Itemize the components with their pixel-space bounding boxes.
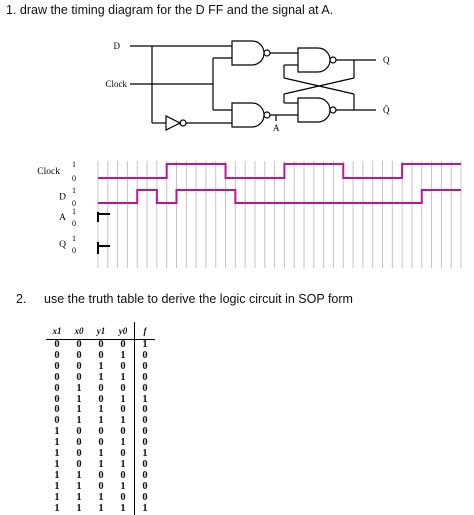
header-y1: y1 xyxy=(96,325,106,336)
question-2-number: 2. xyxy=(16,292,27,306)
truth-table xyxy=(46,322,155,515)
table-cell: 0 xyxy=(98,349,104,361)
table-row xyxy=(46,384,155,395)
table-cell: 0 xyxy=(76,360,82,372)
table-cell: 0 xyxy=(135,373,156,384)
table-cell: 0 xyxy=(135,427,156,438)
table-cell: 1 xyxy=(120,349,126,361)
level-low-label: 0 xyxy=(72,219,76,228)
table-cell: 1 xyxy=(98,448,104,460)
table-cell: 0 xyxy=(54,404,60,416)
label-clock: Clock xyxy=(105,79,127,89)
table-cell: 1 xyxy=(76,393,82,405)
table-cell: 1 xyxy=(120,458,126,470)
table-cell: 0 xyxy=(135,460,156,471)
table-cell: 1 xyxy=(54,469,60,481)
clock-waveform xyxy=(98,164,461,178)
level-high-label: 1 xyxy=(72,160,76,169)
level-high-label: 1 xyxy=(72,207,76,216)
table-cell: 1 xyxy=(54,491,60,503)
table-cell: 0 xyxy=(135,384,156,395)
table-cell: 0 xyxy=(76,426,82,438)
label-q: Q xyxy=(383,55,390,65)
table-cell: 1 xyxy=(98,491,104,503)
table-cell: 1 xyxy=(76,480,82,492)
table-cell: 1 xyxy=(120,480,126,492)
table-cell: 1 xyxy=(135,340,156,351)
table-cell: 0 xyxy=(54,349,60,361)
table-cell: 1 xyxy=(120,415,126,427)
table-cell: 0 xyxy=(54,339,60,350)
table-cell: 1 xyxy=(54,480,60,492)
level-low-label: 0 xyxy=(72,199,76,208)
table-cell: 0 xyxy=(76,437,82,449)
d-waveform xyxy=(98,190,461,203)
header-x0: x0 xyxy=(74,325,84,336)
table-cell: 0 xyxy=(98,382,104,394)
header-y0: y0 xyxy=(118,325,128,336)
table-cell: 1 xyxy=(98,415,104,427)
table-cell: 0 xyxy=(76,458,82,470)
table-cell: 1 xyxy=(120,393,126,405)
table-cell: 1 xyxy=(98,502,104,514)
table-cell: 0 xyxy=(76,448,82,460)
header-x1: x1 xyxy=(52,325,62,336)
level-low-label: 0 xyxy=(72,174,76,183)
table-cell: 1 xyxy=(120,437,126,449)
table-cell: 1 xyxy=(54,426,60,438)
table-cell: 1 xyxy=(135,504,156,515)
table-cell: 0 xyxy=(135,351,156,362)
table-cell: 1 xyxy=(76,404,82,416)
table-cell: 1 xyxy=(98,371,104,383)
table-cell: 0 xyxy=(54,382,60,394)
timing-signal-name: Clock xyxy=(37,167,60,177)
table-cell: 1 xyxy=(76,415,82,427)
table-cell: 0 xyxy=(120,426,126,438)
table-cell: 0 xyxy=(54,360,60,372)
table-cell: 1 xyxy=(98,360,104,372)
table-cell: 1 xyxy=(98,404,104,416)
table-cell: 0 xyxy=(135,416,156,427)
table-cell: 1 xyxy=(120,502,126,514)
table-cell: 1 xyxy=(76,382,82,394)
table-cell: 0 xyxy=(98,393,104,405)
table-cell: 0 xyxy=(135,362,156,373)
table-cell: 0 xyxy=(98,339,104,350)
table-cell: 0 xyxy=(54,415,60,427)
question-2-text: use the truth table to derive the logic circuit in SOP form xyxy=(44,292,353,306)
truth-table-header xyxy=(46,322,155,340)
question-1-text: 1. draw the timing diagram for the D FF and the signal at A. xyxy=(6,3,334,17)
table-cell: 0 xyxy=(76,371,82,383)
timing-signal-name: Q xyxy=(59,240,66,250)
table-cell: 1 xyxy=(76,502,82,514)
header-f: f xyxy=(135,322,156,340)
table-cell: 1 xyxy=(76,491,82,503)
table-cell: 0 xyxy=(135,471,156,482)
table-cell: 0 xyxy=(98,480,104,492)
level-high-label: 1 xyxy=(72,186,76,195)
table-cell: 0 xyxy=(120,382,126,394)
table-cell: 0 xyxy=(54,371,60,383)
table-cell: 0 xyxy=(98,426,104,438)
table-cell: 0 xyxy=(135,493,156,504)
table-cell: 1 xyxy=(135,395,156,406)
table-cell: 0 xyxy=(54,393,60,405)
table-cell: 1 xyxy=(54,502,60,514)
table-cell: 0 xyxy=(76,349,82,361)
table-cell: 0 xyxy=(135,482,156,493)
table-cell: 1 xyxy=(54,458,60,470)
level-low-label: 0 xyxy=(72,246,76,255)
table-cell: 1 xyxy=(120,371,126,383)
table-cell: 0 xyxy=(135,438,156,449)
table-cell: 0 xyxy=(76,339,82,350)
table-cell: 1 xyxy=(76,469,82,481)
label-qbar: Q̄ xyxy=(383,105,390,115)
table-cell: 1 xyxy=(98,458,104,470)
table-cell: 0 xyxy=(98,469,104,481)
table-cell: 0 xyxy=(98,437,104,449)
timing-signal-name: D xyxy=(59,192,66,203)
label-d: D xyxy=(113,41,120,51)
table-cell: 1 xyxy=(54,437,60,449)
timing-signal-name: A xyxy=(59,213,66,223)
table-row xyxy=(46,493,155,504)
table-cell: 0 xyxy=(120,404,126,416)
table-cell: 0 xyxy=(135,405,156,416)
table-cell: 1 xyxy=(135,449,156,460)
table-row xyxy=(46,504,155,515)
table-cell: 0 xyxy=(120,469,126,481)
table-row xyxy=(46,373,155,384)
table-cell: 1 xyxy=(54,448,60,460)
table-cell: 0 xyxy=(120,360,126,372)
table-cell: 0 xyxy=(120,491,126,503)
table-cell: 0 xyxy=(120,339,126,350)
table-cell: 0 xyxy=(120,448,126,460)
label-a: A xyxy=(273,123,280,133)
level-high-label: 1 xyxy=(72,234,76,243)
